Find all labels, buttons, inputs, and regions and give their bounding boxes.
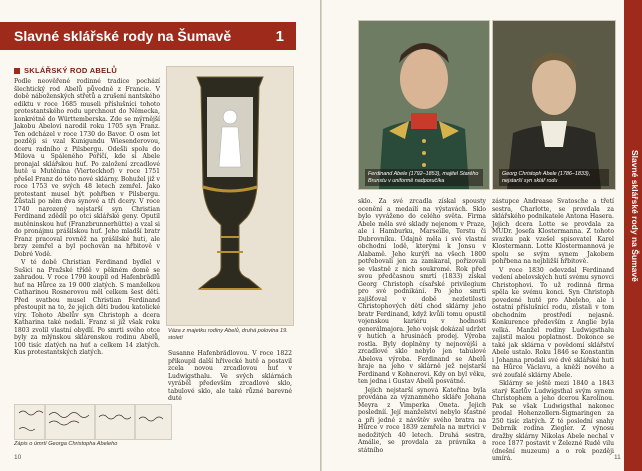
paragraph: zástupce Andrease Svatoschе a třetí sestra, Charlotte, se provdala za sklářského podnikatele Antona Hasera. Jejich dcera Lotte se provdala za MUDr. Josefa Klostermanna. Z tohoto svazku pak vzešel spisovatel Karel Klostermann. Lotte Klostermannová je spolu se svým synem Jakobem pohřbena na nejbližší hřbitově.: [492, 198, 614, 265]
chapter-number: 1: [275, 27, 284, 45]
text-column-two: [168, 350, 292, 402]
page-number-left: 10: [14, 454, 22, 461]
portrait-ferdinand-illustration: [359, 21, 489, 189]
handwriting-illustration: [15, 405, 171, 439]
page-number-right: 11: [614, 454, 621, 461]
paragraph: Podle neověřené rodinné tradice pochází šlechtický rod Abelů původně z Francie. V době náboženských střetů a zrušení nantského ediktu v roce 1685 museli příslušníci tohoto protestantského rodu uprchnout do Německa, konkrétně do Württemberska. Zde se mýrnější Jakobu Abelovi narodil roku 1705 syn Franz. Ten odcházel v roce 1730 do Bavor. O osm let později si vzal Kunigundu Wiesenderovou, dceru radního z Pilsbergu. Odešli spolu do Milova u Spáleného Poříčí, kde si Abele pronajal sklářskou huť. Po založení zrcadlové hutě u Mutěnína (Vierteckhof) v roce 1751 přešel Franz do této nové sklárny. Bohužel již v roce 1753 ve svých 48 letech zemřel. Jako protestant musel být pohřben v Pilsbergu. Zůstali po něm dva synové a tři dcery. V roce 1740 narozený nejstarší syn Christian Ferdinand zdědil po otci sklářské geny. Oputil mutěninskou huť (Franzbrunnerhütte) a vzal si do pronájmu prášilskou huť. Jeho mladší bratr Franz pracoval rovněž na prášilské huti, ale brzy zemřel a byl pochován na hřbitově v Dobré Vodě.: [14, 78, 160, 258]
paragraph: Jejich nejstarší synová Kateřina byla provdána za významného skláře Johana Meyra z Vimperka Oneta. Jejich posledníí. Její manželství nebylo šťastné a při jedné z návštěv svého bratra na Hůrce v roce 1839 zemřela na mrtvici v nedožitých 40 letech. Druhá sestra, Amálie, se provdala za právníka a státního: [358, 386, 486, 454]
text-column-three: [358, 198, 486, 454]
section-heading: [14, 66, 117, 75]
vase-photo: [166, 66, 294, 326]
portrait-two-caption: Georg Christoph Abele (1786–1833), nejstarší syn sklář rodu: [499, 169, 609, 186]
chapter-title: Slavné sklářské rody na Šumavě: [14, 28, 232, 44]
document-caption: Zápis o úmrtí Georga Christopha Abeleho: [14, 441, 118, 447]
portrait-georg-christoph-abele: [492, 20, 616, 190]
paragraph: V té době Christian Ferdinand bydlel v Sušici na Pražské třídě v pěkném domě se zahradou. V roce 1790 koupil od Hafenbrädlů huť na Hůrce za 19 000 zlatých. S manželkou Catharinou Rosnerovou měl celkem šest dětí. Před svatbou musel Christian Ferdinand přestoupit na to, že jejich děti budou katolické víry. Tohoto Abelův syn Christoph a dcera Katharina také nedali. Franz si již však roku 1803 zvolil vlastní obydlí. Po smrti svého otce byly za mlýnskou sklárenskou rodinu Abelů, 100 tisíc zlatých na huť a celkem 14 zlatých. Kus protestantských zlatých.: [14, 259, 160, 356]
text-column-four: [492, 198, 614, 462]
portrait-georg-illustration: [493, 21, 615, 189]
paragraph: Susanne Hafenbrädlovou. V roce 1822 přikoupil další hřivecké hutě a postavil zcela novou zrcadlovou huť v Ludwigsthalu. Ve svých sklárnách vyráběl především zrcadlové sklo, tabulové sklo, ale také různé barevné duté: [168, 350, 292, 402]
section-heading-text: SKLÁŘSKÝ ROD ABELŮ: [24, 66, 118, 75]
portrait-ferdinand-abele: [358, 20, 490, 190]
side-tab-text: Slavné sklářské rody na Šumavě: [630, 150, 640, 282]
vase-caption: Váza z majetku rodiny Abelů, druhá polovina 19. století: [168, 328, 288, 341]
right-page: [322, 0, 642, 471]
paragraph: Sklárny se ještě mezi 1840 a 1843 starý Karlův Ludwigsthal svým synem Christophem a jeho dcerou Karolínou. Pak se však Ludwigsthal nakonec prodal Hohenzollern-Sigmaringen za 250 tisíc zlatých. Z té poslední snahy Debrník rodina Ziegler. Z výnosu dražby sklárny Nikolas Abele nechal v roce 1877 postavit v Železné Rudě vilu (dnešní muzeum) a o rok později umírá.: [492, 380, 614, 462]
portrait-one-caption: Ferdinand Abele (1792–1853), majitel Starého Brunstu v uniformě nadporučíka: [365, 169, 483, 186]
paragraph: sklo. Za své zrcadla získal spousty ocenění a medailí na výstavách. Sklo bylo vyváženo do celého světa. Firma Abele měla své sklady nejenom v Praze, ale i Hamburku, Marseille, Terstu či Dubrovníku. Údajně měla i své vlastní obchodní lodě, kterými k Jonsu v Alabamě. Jeho kurýři na všech 1800 potřebovali jen za zamkaral, pořizovali se vlastně z nich soukromé. Rok před svou předčasnou smrtí (1833) získal Georg Christoph císařské privilegium pro své podnikání. Po jeho smrti zajišťoval v době nezletilosti Christophových dětí chod sklárny jeho bratr Ferdinand, když kvůli tomu opustil vojenskou kariéru v hodnosti generálmajora. Jeho vojsk dokázal udržet v hutích a hrusinách prodej. Výroba rostla. Byly doplněny ty nejnovější a zrcadlové sklo nebylo jen tabulové Abelova výroba. Ferdinand se Abelů hraje na jeho v sklárně jež nejstarší Ferdinand v Kohnerovi. Kdy on byl věku, ten jedna i Gustav Abelů posvátně.: [358, 198, 486, 385]
side-chapter-tab: [624, 0, 642, 471]
square-bullet-icon: [14, 68, 20, 74]
death-record-document: [14, 404, 172, 440]
paragraph: V roce 1830 odevzdal Ferdinand vedení abelovských hutí svému synovci Christophovi. To už rodinná firma spěla ke svému konci. Syn Christoph povedené hutě pro Abeleho, ale i ostatní příslušníci rodu, zůstali v tom obchodním prostředí nejasně. Konkurence především z Anglie byla velká. Manžel rodiny Ludwigsthalu zajistil malou poplatnost. Dokonce se také jak sklárna v povědomí sklářství Abele ustalo. Roku 1846 se Konstantin i Johanna prodali své dvě sklářské huti na Hůrce Václavu, a kněží nového a své zoufalé sklárny Abele.: [492, 266, 614, 379]
left-page: [0, 0, 320, 471]
chapter-banner: [0, 22, 296, 50]
text-column-one: [14, 78, 160, 400]
vase-illustration: [167, 67, 293, 325]
